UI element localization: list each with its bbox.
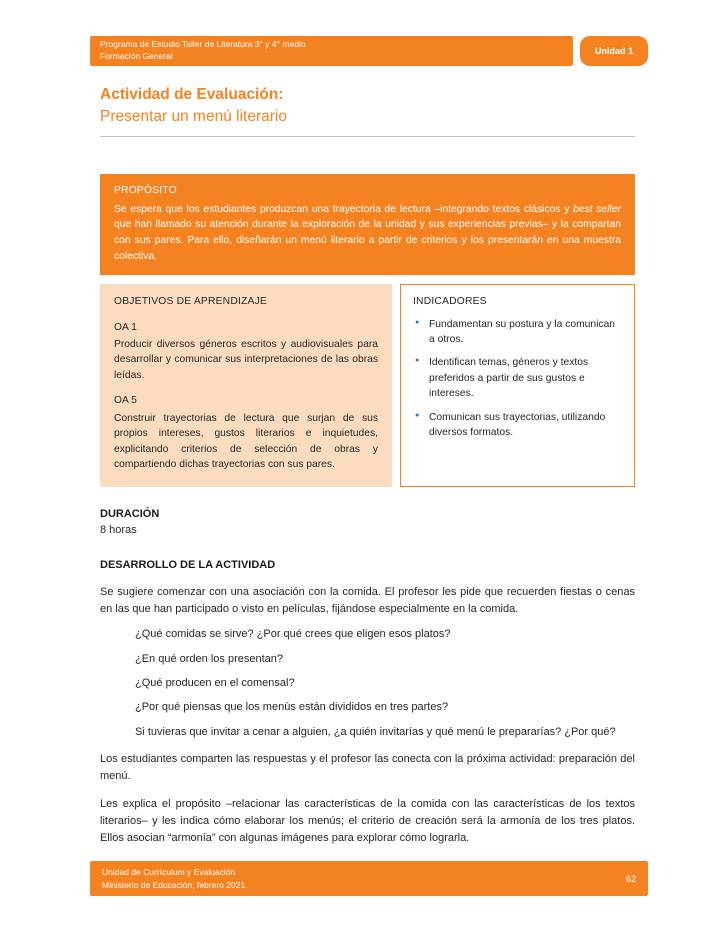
indicator-item: ● Comunican sus trayectorias, utilizando diversos formatos. [413, 410, 622, 441]
indicators-list [413, 317, 622, 441]
title-divider [100, 136, 635, 137]
page-footer-band [90, 861, 648, 896]
program-title-line2: Formación General [100, 51, 173, 61]
duration-heading: DURACIÓN [100, 507, 160, 520]
objective-text: Construir trayectorias de lectura que surjan de sus propios intereses, gustos literarios e inquietudes, explicitando criterios de selección de obras y compartiendo dichas trayectorias con sus pares. [114, 412, 378, 471]
document-body [100, 84, 635, 847]
indicators-box [400, 284, 635, 486]
proposito-box [100, 174, 635, 275]
indicator-item: ● Identifican temas, géneros y textos preferidos a partir de sus gustos e intereses. [413, 355, 622, 401]
question-item: ¿Por qué piensas que los menús están divididos en tres partes? [135, 701, 449, 714]
learning-objectives-box [100, 284, 392, 486]
objective-code: OA 1 [114, 321, 137, 333]
proposito-text-part2: que han llamado su atención durante la exploración de la unidad y sus experiencias previas– y la compartan con sus pares. Para ello, diseñarán un menú literario a partir de criterios y los presentarán en una muestra colectiva. [114, 219, 621, 262]
unit-badge-label: Unidad 1 [594, 46, 633, 56]
development-heading: DESARROLLO DE LA ACTIVIDAD [100, 558, 276, 571]
program-title-bar [90, 36, 573, 66]
question-item: ¿Qué producen en el comensal? [135, 676, 295, 689]
indicator-item: ● Fundamentan su postura y la comunican a otros. [413, 317, 622, 348]
duration-section [100, 506, 635, 539]
page-number: 62 [625, 873, 636, 884]
proposito-text [114, 202, 621, 265]
development-paragraph: Se sugiere comenzar con una asociación con la comida. El profesor les pide que recuerden fiestas o cenas en las que han participado o visto en películas, fijándose especialmente en la comida. [100, 586, 635, 616]
unit-badge [580, 36, 648, 66]
duration-value: 8 horas [100, 524, 137, 537]
development-paragraph: Les explica el propósito –relacionar las características de la comida con las características de los textos literarios– y les indica cómo elaborar los menús; el criterio de creación será la armonía de los tres platos. Ellos asocian “armonía” con algunas imágenes para explorar cómo lograrla. [100, 798, 635, 845]
objective-code: OA 5 [114, 395, 137, 407]
footer-line2: Ministerio de Educación, febrero 2021 [102, 879, 246, 890]
proposito-heading: PROPÓSITO [114, 184, 177, 196]
objectives-indicators-section [100, 284, 635, 486]
activity-subtitle: Presentar un menú literario [100, 108, 287, 126]
activity-title: Actividad de Evaluación: [100, 86, 284, 103]
proposito-text-italic: best seller [573, 203, 621, 215]
program-title-line1: Programa de Estudio Taller de Literatura 3° y 4° medio [100, 39, 306, 50]
proposito-text-part1: Se espera que los estudiantes produzcan una trayectoria de lectura –integrando textos clásicos y [114, 203, 574, 215]
footer-line1: Unidad de Currículum y Evaluación [102, 866, 236, 877]
objective-text: Producir diversos géneros escritos y audiovisuales para desarrollar y comunicar sus interpretaciones de las obras leídas. [114, 339, 378, 381]
question-item: ¿En qué orden los presentan? [135, 652, 283, 665]
development-paragraph: Los estudiantes comparten las respuestas y el profesor las conecta con la próxima actividad: preparación del menú. [100, 753, 635, 783]
indicators-heading: INDICADORES [413, 296, 487, 308]
questions-list [100, 627, 635, 740]
footer-credits [102, 866, 245, 892]
question-item: ¿Qué comidas se sirve? ¿Por qué crees que eligen esos platos? [135, 628, 451, 641]
objectives-heading: OBJETIVOS DE APRENDIZAJE [114, 296, 267, 308]
page-header-band [90, 36, 648, 66]
activity-development-section [100, 557, 635, 848]
question-item: Si tuvieras que invitar a cenar a alguien, ¿a quién invitarías y qué menú le prepararías? ¿Por qué? [135, 725, 616, 738]
